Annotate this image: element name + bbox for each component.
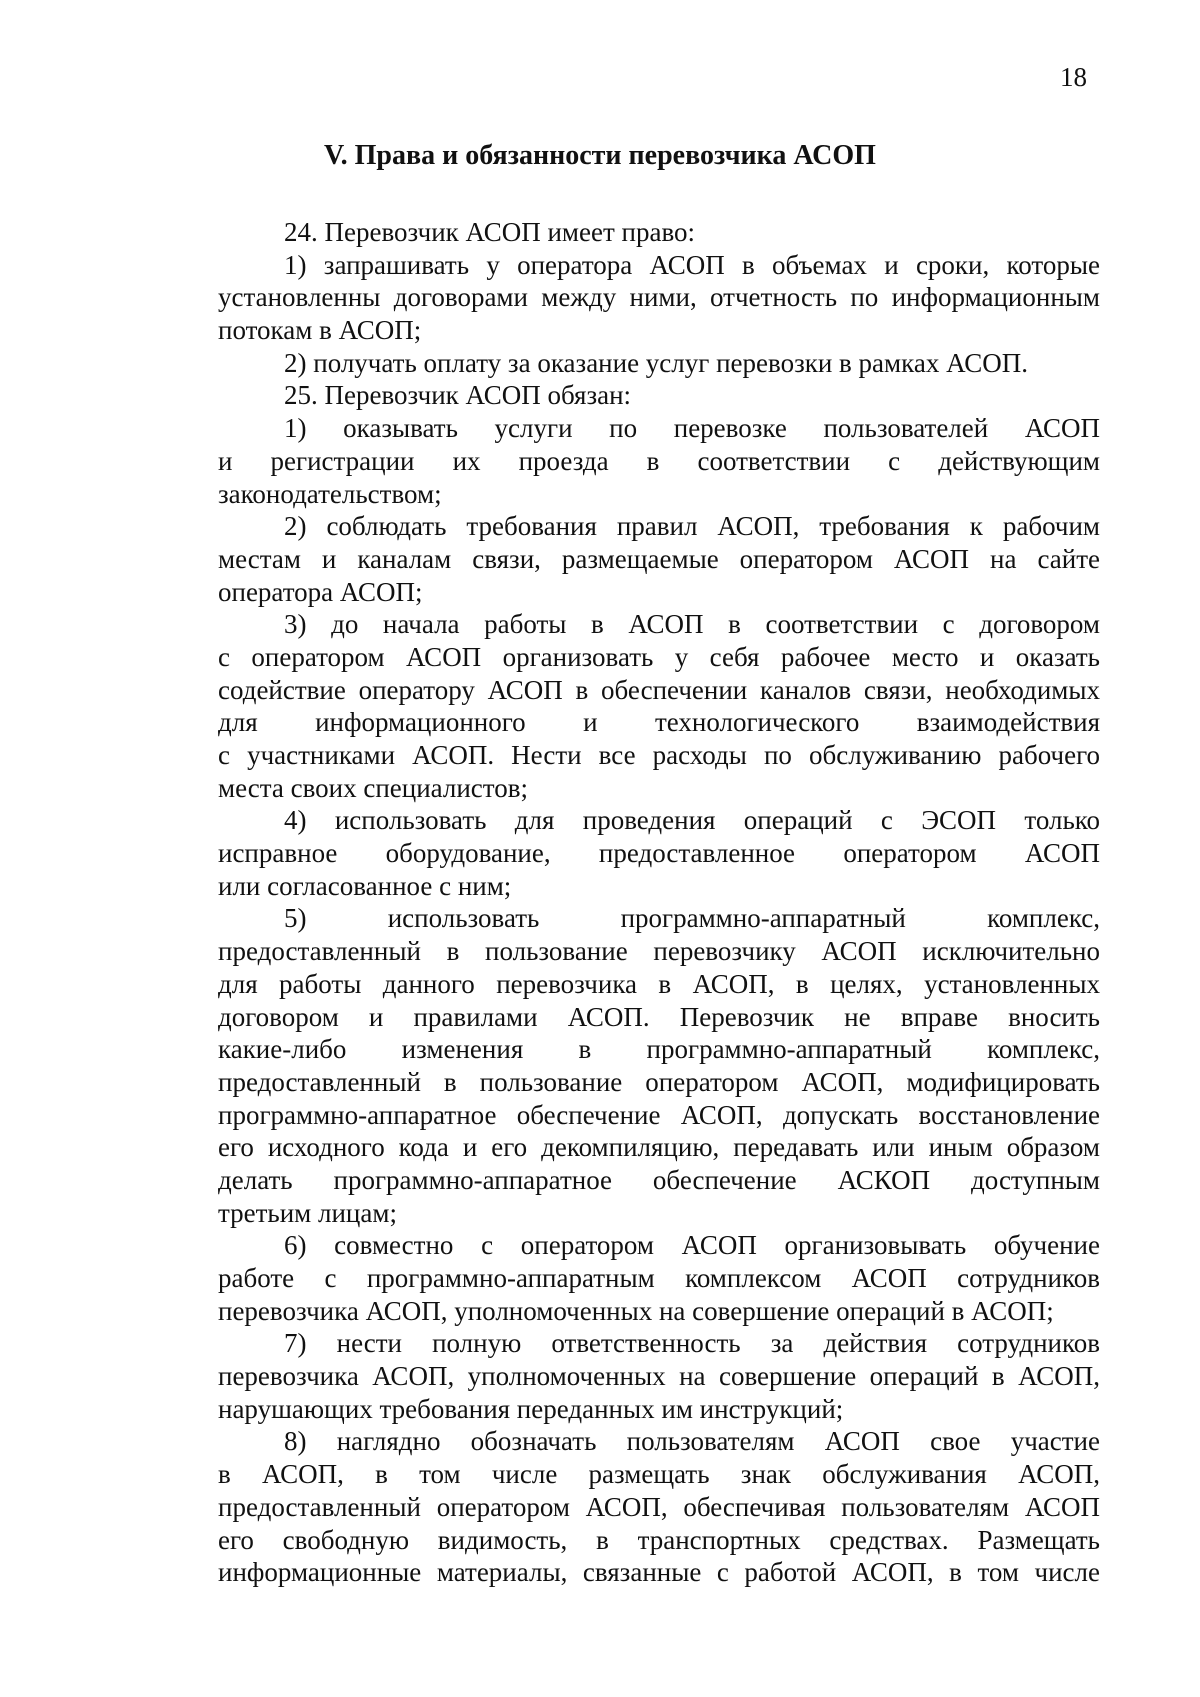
text-line: с участниками АСОП. Нести все расходы по обслуживанию рабочего (218, 740, 1100, 770)
text-line: установленны договорами между ними, отчетность по информационным (218, 282, 1100, 313)
text-line: перевозчика АСОП, уполномоченных на совершение операций в АСОП, (218, 1361, 1100, 1392)
text-line: 24. Перевозчик АСОП имеет право: (284, 217, 696, 247)
text-line: и регистрации их проезда в соответствии с действующим (218, 445, 1100, 476)
text-line: 25. Перевозчик АСОП обязан: (284, 380, 632, 411)
text-line: 1) оказывать услуги по перевозке пользователей АСОП (284, 413, 1100, 444)
text-line: содействие оператору АСОП в обеспечении каналов связи, необходимых (218, 674, 1100, 705)
text-line: предоставленный в пользование перевозчику АСОП исключительно (218, 936, 1100, 967)
text-line: 4) использовать для проведения операций с ЭСОП только (284, 805, 1100, 836)
text-line: для информационного и технологического взаимодействия (218, 707, 1100, 738)
text-line: какие-либо изменения в программно-аппаратный комплекс, (218, 1034, 1100, 1065)
text-line: третьим лицам; (218, 1197, 397, 1228)
text-line: места своих специалистов; (218, 772, 528, 803)
text-line: 5) использовать программно-аппаратный комплекс, (284, 903, 1100, 934)
text-line: или согласованное с ним; (218, 870, 512, 901)
text-line: для работы данного перевозчика в АСОП, в целях, установленных (218, 968, 1100, 999)
text-line: в АСОП, в том числе размещать знак обслуживания АСОП, (218, 1459, 1100, 1490)
text-line: 2) получать оплату за оказание услуг перевозки в рамках АСОП. (284, 347, 1028, 378)
text-line: местам и каналам связи, размещаемые оператором АСОП на сайте (218, 543, 1100, 574)
text-line: его свободную видимость, в транспортных средствах. Размещать (218, 1524, 1100, 1555)
text-line: 2) соблюдать требования правил АСОП, требования к рабочим (284, 511, 1100, 542)
text-line: программно-аппаратное обеспечение АСОП, допускать восстановление (218, 1099, 1100, 1130)
section-heading: V. Права и обязанности перевозчика АСОП (324, 140, 876, 171)
text-line: исправное оборудование, предоставленное оператором АСОП (218, 838, 1100, 869)
text-line: потокам в АСОП; (218, 315, 422, 346)
text-line: законодательством; (218, 478, 442, 509)
text-line: 8) наглядно обозначать пользователям АСОП свое участие (284, 1426, 1100, 1457)
text-line: предоставленный в пользование оператором АСОП, модифицировать (218, 1066, 1100, 1097)
text-line: информационные материалы, связанные с работой АСОП, в том числе (218, 1557, 1100, 1588)
text-line: делать программно-аппаратное обеспечение АСКОП доступным (218, 1164, 1100, 1195)
text-line: предоставленный оператором АСОП, обеспечивая пользователям АСОП (218, 1491, 1100, 1522)
text-line: 3) до начала работы в АСОП в соответствии с договором (284, 609, 1100, 640)
text-line: договором и правилами АСОП. Перевозчик не вправе вносить (218, 1001, 1100, 1032)
text-line: его исходного кода и его декомпиляцию, передавать или иным образом (218, 1132, 1100, 1163)
text-line: с оператором АСОП организовать у себя рабочее место и оказать (218, 641, 1100, 672)
text-line: 7) нести полную ответственность за действия сотрудников (284, 1328, 1100, 1359)
text-line: 6) совместно с оператором АСОП организовывать обучение (284, 1230, 1100, 1261)
page-number: 18 (1060, 62, 1087, 92)
text-line: работе с программно-аппаратным комплексом АСОП сотрудников (218, 1263, 1100, 1293)
text-line: перевозчика АСОП, уполномоченных на совершение операций в АСОП; (218, 1295, 1054, 1326)
text-line: 1) запрашивать у оператора АСОП в объемах и сроки, которые (284, 249, 1100, 280)
text-line: оператора АСОП; (218, 576, 423, 607)
text-line: нарушающих требования переданных им инструкций; (218, 1393, 844, 1424)
document-body (218, 216, 1100, 1589)
